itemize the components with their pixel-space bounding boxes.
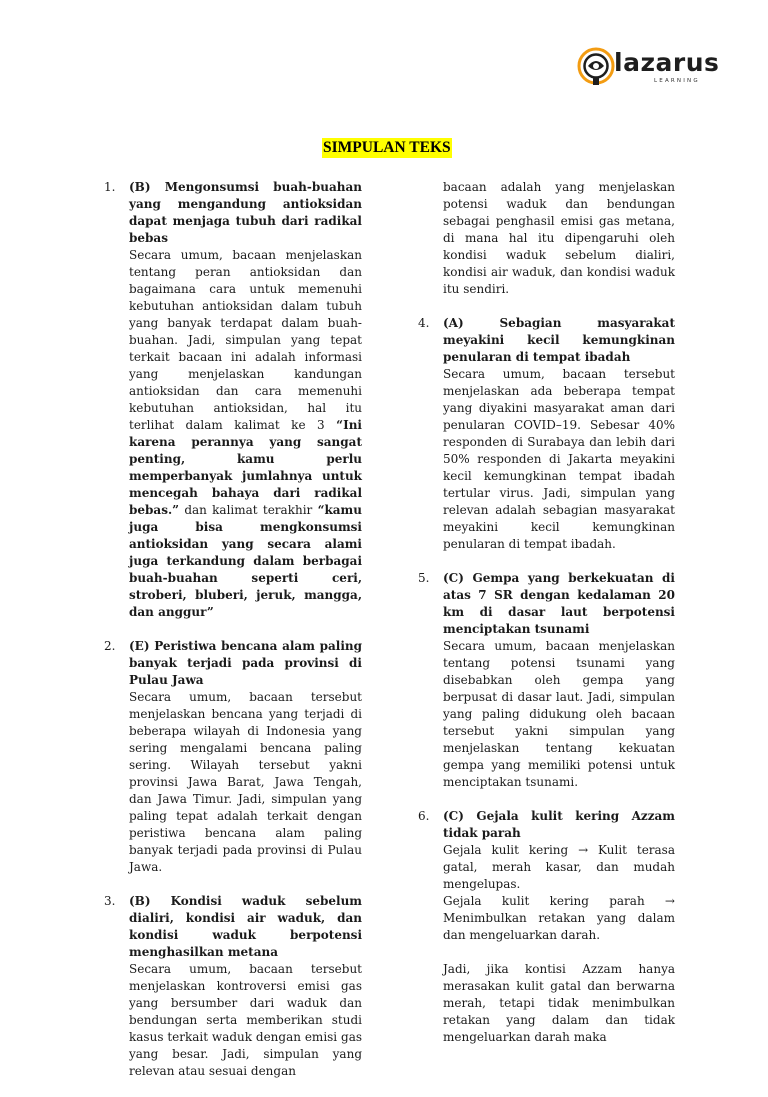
right-column	[418, 179, 675, 1063]
item-body: Secara umum, bacaan tersebut menjelaskan kontroversi emisi gas yang bersumber dari waduk dan bendungan serta memberikan studi kasus terkait waduk dengan emisi gas yang besar. Jadi, simpulan yang relevan atau sesuai dengan	[129, 962, 362, 1078]
item-line: Jadi, jika kontisi Azzam hanya merasakan kulit gatal dan berwarna merah, tetapi tidak menimbulkan retakan yang dalam dan tidak mengeluarkan darah maka	[443, 962, 675, 1044]
item-heading: (B) Mengonsumsi buah-buahan yang mengandung antioksidan dapat menjaga tubuh dari radikal bebas	[129, 180, 362, 245]
item-line: Gejala kulit kering parah → Menimbulkan retakan yang dalam dan mengeluarkan darah.	[443, 894, 675, 942]
item-number: 1.	[104, 180, 116, 194]
item-body: Secara umum, bacaan menjelaskan tentang potensi tsunami yang disebabkan oleh gempa yang berpusat di dasar laut. Jadi, simpulan yang paling didukung oleh bacaan tersebut yakni simpulan yang menjelaskan tentang kekuatan gempa yang memiliki potensi untuk menciptakan tsunami.	[443, 639, 675, 789]
list-item	[104, 179, 362, 621]
page-title: SIMPULAN TEKS	[323, 139, 451, 156]
list-item	[418, 808, 675, 1046]
list-item	[418, 570, 675, 791]
item-body-continued: bacaan adalah yang menjelaskan potensi waduk dan bendungan sebagai penghasil emisi gas metana, di mana hal itu dipengaruhi oleh kondisi waduk sebelum dialiri, kondisi air waduk, dan kondisi waduk itu sendiri.	[443, 180, 675, 296]
brand-name: lazarus	[614, 48, 720, 77]
list-item	[418, 315, 675, 553]
item-number: 2.	[104, 639, 116, 653]
left-column	[104, 179, 362, 1097]
item-heading: (A) Sebagian masyarakat meyakini kecil kemungkinan penularan di tempat ibadah	[443, 316, 675, 364]
lazarus-logo	[576, 44, 720, 94]
item-body	[129, 247, 362, 621]
item-heading: (C) Gempa yang berkekuatan di atas 7 SR dengan kedalaman 20 km di dasar laut berpotensi menciptakan tsunami	[443, 571, 675, 636]
item-heading: (B) Kondisi waduk sebelum dialiri, kondisi air waduk, dan kondisi waduk berpotensi menghasilkan metana	[129, 894, 362, 959]
item-body: Secara umum, bacaan tersebut menjelaskan ada beberapa tempat yang diyakini masyarakat aman dari penularan COVID–19. Sebesar 40% responden di Surabaya dan lebih dari 50% responden di Jakarta meyakini kecil kemungkinan tempat ibadah tertular virus. Jadi, simpulan yang relevan adalah sebagian masyarakat meyakini kecil kemungkinan penularan di tempat ibadah.	[443, 367, 675, 551]
brand-tagline: LEARNING	[654, 78, 700, 84]
item-body: Secara umum, bacaan tersebut menjelaskan bencana yang terjadi di beberapa wilayah di Indonesia yang sering mengalami bencana paling sering. Wilayah tersebut yakni provinsi Jawa Barat, Jawa Tengah, dan Jawa Timur. Jadi, simpulan yang paling tepat adalah terkait dengan peristiwa bencana alam paling banyak terjadi pada provinsi di Pulau Jawa.	[129, 690, 362, 874]
item-quote: “Ini karena perannya yang sangat penting, kamu perlu memperbanyak jumlahnya untuk mencegah bahaya dari radikal bebas.”	[129, 418, 362, 517]
list-item	[104, 638, 362, 876]
item-quote: “kamu juga bisa mengkonsumsi antioksidan yang secara alami juga terkandung dalam berbagai buah-buahan seperti ceri, stroberi, bluberi, jeruk, mangga, dan anggur”	[129, 503, 362, 619]
lazarus-emblem-icon	[576, 44, 616, 88]
item-line: Gejala kulit kering → Kulit terasa gatal, merah kasar, dan mudah mengelupas.	[443, 843, 675, 891]
item-heading: (C) Gejala kulit kering Azzam tidak parah	[443, 809, 675, 840]
item-heading: (E) Peristiwa bencana alam paling banyak terjadi pada provinsi di Pulau Jawa	[129, 639, 362, 687]
item-body-text: dan kalimat terakhir	[184, 503, 313, 517]
item-number: 4.	[418, 316, 430, 330]
paragraph-gap	[443, 944, 675, 961]
item-body-text: Secara umum, bacaan menjelaskan tentang peran antioksidan dan bagaimana cara untuk memenuhi kebutuhan antioksidan dalam tubuh yang banyak terdapat dalam buah-buahan. Jadi, simpulan yang tepat terkait bacaan ini adalah informasi yang menjelaskan kandungan antioksidan dan cara memenuhi kebutuhan antioksidan, hal itu terlihat dalam kalimat ke 3	[129, 248, 362, 432]
list-item	[104, 893, 362, 1080]
item-number: 3.	[104, 894, 116, 908]
item-number: 6.	[418, 809, 430, 823]
item-number: 5.	[418, 571, 430, 585]
